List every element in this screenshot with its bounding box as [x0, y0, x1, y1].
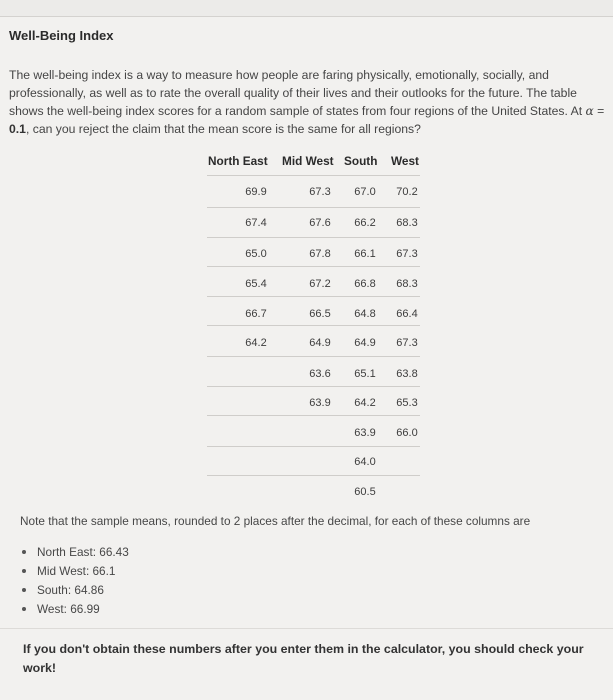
list-item	[22, 600, 129, 619]
table-cell-west: 66.4	[396, 308, 418, 320]
bullet-icon	[22, 569, 26, 573]
bullet-icon	[22, 607, 26, 611]
table-cell-west: 68.3	[396, 217, 418, 229]
bullet-icon	[22, 588, 26, 592]
bullet-icon	[22, 550, 26, 554]
table-divider	[207, 475, 420, 476]
table-divider	[207, 415, 420, 416]
table-cell-south: 66.8	[354, 278, 376, 290]
table-cell-mid-west: 63.9	[309, 397, 331, 409]
problem-text-2: , can you reject the claim that the mean score is the same for all regions?	[25, 122, 421, 136]
check-work-warning: If you don't obtain these numbers after you enter them in the calculator, you should check your work!	[23, 642, 584, 675]
mean-south: South: 64.86	[37, 583, 104, 597]
table-cell-west: 70.2	[396, 186, 418, 198]
table-cell-north-east: 64.2	[245, 337, 267, 349]
table-cell-north-east: 66.7	[245, 308, 267, 320]
table-cell-south: 64.2	[354, 397, 376, 409]
table-cell-west: 67.3	[396, 248, 418, 260]
list-item	[22, 562, 129, 581]
table-divider	[207, 266, 420, 267]
table-cell-mid-west: 67.2	[309, 278, 331, 290]
list-item	[22, 581, 129, 600]
table-divider	[207, 325, 420, 326]
table-cell-mid-west: 67.3	[309, 186, 331, 198]
table-divider	[207, 175, 420, 176]
table-cell-west: 67.3	[396, 337, 418, 349]
table-cell-north-east: 67.4	[245, 217, 267, 229]
table-cell-south: 64.8	[354, 308, 376, 320]
table-cell-south: 66.2	[354, 217, 376, 229]
sample-means-note: Note that the sample means, rounded to 2 places after the decimal, for each of these columns are	[20, 514, 531, 528]
list-item	[22, 543, 129, 562]
table-divider	[207, 296, 420, 297]
table-cell-west: 66.0	[396, 427, 418, 439]
table-cell-north-east: 65.4	[245, 278, 267, 290]
page-title: Well-Being Index	[9, 28, 114, 43]
table-cell-south: 64.0	[354, 456, 376, 468]
top-divider	[0, 16, 613, 17]
header-south: South	[344, 154, 378, 168]
mean-north-east: North East: 66.43	[37, 545, 129, 559]
table-cell-north-east: 69.9	[245, 186, 267, 198]
header-mid-west: Mid West	[282, 154, 334, 168]
table-cell-north-east: 65.0	[245, 248, 267, 260]
table-cell-west: 68.3	[396, 278, 418, 290]
table-divider	[207, 446, 420, 447]
section-divider	[0, 628, 613, 629]
table-divider	[207, 356, 420, 357]
header-north-east: North East	[208, 154, 268, 168]
table-divider	[207, 237, 420, 238]
table-cell-south: 64.9	[354, 337, 376, 349]
problem-statement	[9, 66, 605, 138]
table-cell-mid-west: 67.8	[309, 248, 331, 260]
table-cell-mid-west: 63.6	[309, 368, 331, 380]
table-cell-mid-west: 64.9	[309, 337, 331, 349]
table-cell-west: 65.3	[396, 397, 418, 409]
table-cell-south: 63.9	[354, 427, 376, 439]
alpha-equals: =	[593, 104, 605, 118]
table-cell-mid-west: 66.5	[309, 308, 331, 320]
mean-mid-west: Mid West: 66.1	[37, 564, 116, 578]
mean-west: West: 66.99	[37, 602, 100, 616]
table-divider	[207, 207, 420, 208]
alpha-value: 0.1	[9, 122, 26, 136]
table-divider	[207, 386, 420, 387]
table-cell-south: 66.1	[354, 248, 376, 260]
header-west: West	[391, 154, 419, 168]
problem-text-1: The well-being index is a way to measure how people are faring physically, emotionally, socially, and professionally, as well as to rate the overall quality of their lives and their outlooks for the future. The table shows the well-being index scores for a random sample of states from four regions of the United States. At	[9, 68, 586, 118]
table-cell-west: 63.8	[396, 368, 418, 380]
sample-means-list	[22, 543, 129, 619]
table-cell-mid-west: 67.6	[309, 217, 331, 229]
table-cell-south: 60.5	[354, 486, 376, 498]
table-cell-south: 65.1	[354, 368, 376, 380]
alpha-symbol: α	[585, 104, 594, 118]
table-cell-south: 67.0	[354, 186, 376, 198]
